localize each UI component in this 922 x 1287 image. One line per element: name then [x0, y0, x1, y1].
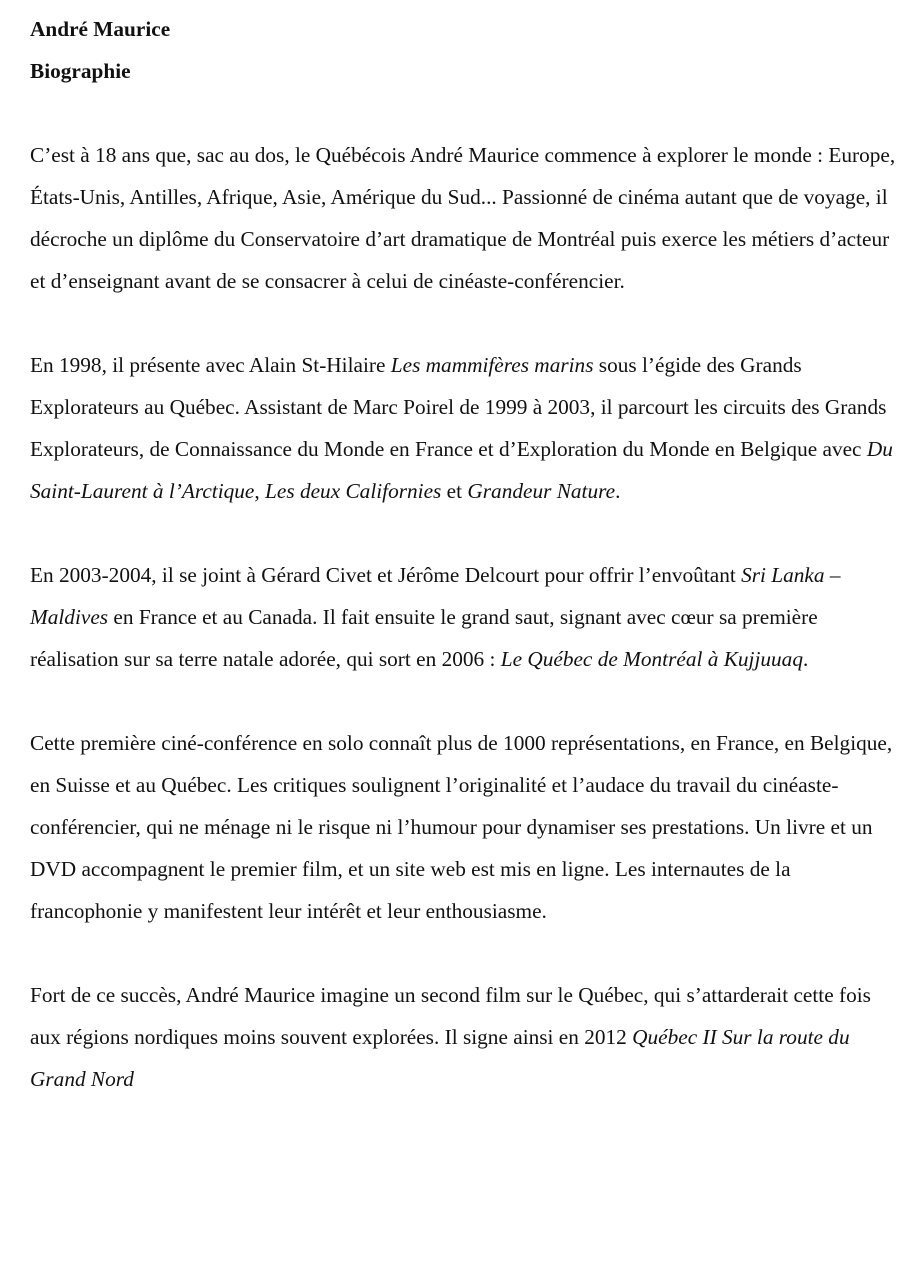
text-run: Cette première ciné-conférence en solo connaît plus de 1000 représentations, en France, en Belgique, en Suisse et au Québec. Les critiques soulignent l’originalité et l’audace du travail du cinéaste-conférencier, qui ne ménage ni le risque ni l’humour pour dynamiser ses prestations. Un livre et un DVD accompagnent le premier film, et un site web est mis en ligne. Les internautes de la francophonie y manifestent leur intérêt et leur enthousiasme.: [30, 731, 893, 923]
paragraph-5: [30, 974, 902, 1100]
paragraph-1: [30, 134, 902, 302]
italic-title: Grandeur Nature: [467, 479, 616, 503]
author-name: André Maurice: [30, 17, 171, 41]
paragraph-4: [30, 722, 902, 932]
text-run: C’est à 18 ans que, sac au dos, le Québécois André Maurice commence à explorer le monde : Europe, États-Unis, Antilles, Afrique, Asie, Amérique du Sud... Passionné de cinéma autant que de voyage, il décroche un diplôme du Conservatoire d’art dramatique de Montréal puis exerce les métiers d’acteur et d’enseignant avant de se consacrer à celui de cinéaste-conférencier.: [30, 143, 896, 293]
text-run: En 1998, il présente avec Alain St-Hilaire: [30, 353, 391, 377]
text-run: sous l’égide des Grands Explorateurs au Québec. Assistant de Marc Poirel de 1999 à 2003, il parcourt les circuits des Grands Explorateurs, de Connaissance du Monde en France et d’Exploration du Monde en Belgique avec: [30, 353, 887, 461]
text-run: en France et au Canada. Il fait ensuite le grand saut, signant avec cœur sa première réalisation sur sa terre natale adorée, qui sort en 2006 :: [30, 605, 818, 671]
italic-title: Du Saint-Laurent à l’Arctique: [30, 437, 893, 503]
italic-title: Sri Lanka – Maldives: [30, 563, 841, 629]
biography-body: [30, 134, 902, 1100]
document-page: [30, 8, 902, 1142]
paragraph-3: [30, 554, 902, 680]
text-run: et: [441, 479, 468, 503]
text-run: Fort de ce succès, André Maurice imagine un second film sur le Québec, qui s’attarderait cette fois aux régions nordiques moins souvent explorées. Il signe ainsi en 2012: [30, 983, 871, 1049]
italic-title: Québec II Sur la route du Grand Nord: [30, 1025, 850, 1091]
text-run: .: [802, 647, 809, 671]
italic-title: Les deux Californies: [265, 479, 442, 503]
italic-title: Le Québec de Montréal à Kujjuuaq: [500, 647, 803, 671]
heading-spacer: [30, 92, 902, 134]
text-run: En 2003-2004, il se joint à Gérard Civet et Jérôme Delcourt pour offrir l’envoûtant: [30, 563, 742, 587]
text-run: .: [615, 479, 621, 503]
document-subtitle: Biographie: [30, 59, 131, 83]
paragraph-2: [30, 344, 902, 512]
italic-title: Les mammifères marins: [390, 353, 594, 377]
text-run: ,: [254, 479, 266, 503]
